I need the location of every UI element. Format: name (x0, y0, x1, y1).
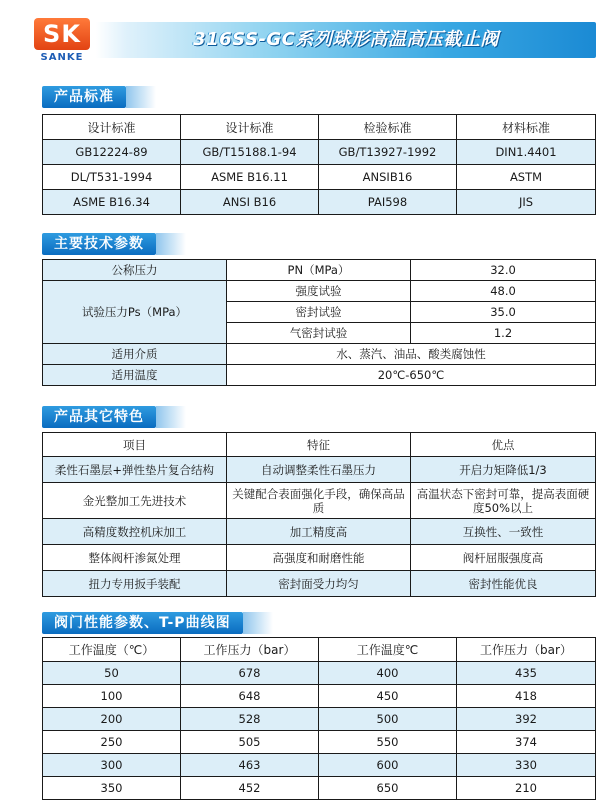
table-cell: 20℃-650℃ (227, 365, 596, 386)
table-cell: 505 (181, 731, 319, 754)
table-cell: PAI598 (319, 190, 457, 215)
table-row (43, 662, 596, 685)
header-cell: 特征 (227, 433, 411, 457)
table-cell: 高温状态下密封可靠，提高表面硬度50%以上 (411, 483, 596, 519)
table-row (43, 708, 596, 731)
table-row (43, 483, 596, 519)
header-cell: 工作温度℃ (319, 638, 457, 662)
table-cell: GB12224-89 (43, 140, 181, 165)
table-row (43, 519, 596, 545)
table-cell: 418 (457, 685, 596, 708)
section-heading-standards (42, 86, 156, 108)
table-cell: 463 (181, 754, 319, 777)
table-cell: 648 (181, 685, 319, 708)
section-title: 产品标准 (42, 86, 126, 108)
table-cell: 435 (457, 662, 596, 685)
table-cell: 密封面受力均匀 (227, 571, 411, 597)
header-cell: 工作压力（bar） (457, 638, 596, 662)
logo-mark: SK (34, 18, 90, 50)
table-cell: 1.2 (411, 323, 596, 344)
table-row (43, 365, 596, 386)
table-row (43, 457, 596, 483)
table-header-row (43, 638, 596, 662)
section-heading-tp (42, 612, 273, 634)
table-cell: 452 (181, 777, 319, 800)
header-cell: 材料标准 (457, 115, 596, 140)
heading-tail (156, 406, 186, 428)
table-row (43, 344, 596, 365)
table-cell: 适用介质 (43, 344, 227, 365)
section-heading-features (42, 406, 186, 428)
table-cell: 528 (181, 708, 319, 731)
table-cell: 600 (319, 754, 457, 777)
features-table (42, 432, 596, 597)
table-cell: GB/T13927-1992 (319, 140, 457, 165)
table-cell: DIN1.4401 (457, 140, 596, 165)
table-cell: 400 (319, 662, 457, 685)
table-cell: ASME B16.11 (181, 165, 319, 190)
table-cell: ASTM (457, 165, 596, 190)
table-cell: 互换性、一致性 (411, 519, 596, 545)
header-cell: 检验标准 (319, 115, 457, 140)
table-cell: 试验压力Ps（MPa） (43, 281, 227, 344)
header-cell: 优点 (411, 433, 596, 457)
table-cell: JIS (457, 190, 596, 215)
table-row (43, 754, 596, 777)
table-cell: 水、蒸汽、油品、酸类腐蚀性 (227, 344, 596, 365)
heading-tail (156, 233, 186, 255)
table-cell: 强度试验 (227, 281, 411, 302)
table-cell: 金光整加工先进技术 (43, 483, 227, 519)
table-cell: 330 (457, 754, 596, 777)
table-cell: 500 (319, 708, 457, 731)
table-cell: 374 (457, 731, 596, 754)
header-cell: 设计标准 (43, 115, 181, 140)
heading-tail (243, 612, 273, 634)
logo-subtitle: SANKE (40, 52, 84, 63)
table-cell: 35.0 (411, 302, 596, 323)
table-cell: 关键配合表面强化手段，确保高品质 (227, 483, 411, 519)
table-cell: ANSI B16 (181, 190, 319, 215)
table-cell: DL/T531-1994 (43, 165, 181, 190)
table-cell: 100 (43, 685, 181, 708)
table-cell: 开启力矩降低1/3 (411, 457, 596, 483)
table-row (43, 731, 596, 754)
page-title: 316SS-GC系列球形高温高压截止阀 (193, 29, 499, 50)
table-cell: 650 (319, 777, 457, 800)
table-cell: 高精度数控机床加工 (43, 519, 227, 545)
section-heading-params (42, 233, 186, 255)
table-cell: 550 (319, 731, 457, 754)
table-cell: 扭力专用扳手装配 (43, 571, 227, 597)
table-row (43, 165, 596, 190)
table-cell: 210 (457, 777, 596, 800)
table-cell: 50 (43, 662, 181, 685)
table-cell: 整体阀杆渗氮处理 (43, 545, 227, 571)
table-header-row (43, 115, 596, 140)
heading-tail (126, 86, 156, 108)
params-table (42, 259, 596, 386)
table-row (43, 571, 596, 597)
table-header-row (43, 433, 596, 457)
tp-table (42, 637, 596, 800)
table-row (43, 140, 596, 165)
table-cell: 32.0 (411, 260, 596, 281)
section-title: 阀门性能参数、T-P曲线图 (42, 612, 243, 634)
header-cell: 工作压力（bar） (181, 638, 319, 662)
header-cell: 工作温度（℃） (43, 638, 181, 662)
section-title: 主要技术参数 (42, 233, 156, 255)
table-cell: 392 (457, 708, 596, 731)
table-row (43, 281, 596, 302)
table-row (43, 777, 596, 800)
table-cell: 678 (181, 662, 319, 685)
table-cell: 350 (43, 777, 181, 800)
table-cell: ASME B16.34 (43, 190, 181, 215)
table-row (43, 545, 596, 571)
header-cell: 设计标准 (181, 115, 319, 140)
table-cell: 柔性石墨层+弹性垫片复合结构 (43, 457, 227, 483)
table-cell: 高强度和耐磨性能 (227, 545, 411, 571)
table-cell: 自动调整柔性石墨压力 (227, 457, 411, 483)
table-cell: 公称压力 (43, 260, 227, 281)
standards-table (42, 114, 596, 215)
table-cell: 300 (43, 754, 181, 777)
table-cell: GB/T15188.1-94 (181, 140, 319, 165)
table-cell: 48.0 (411, 281, 596, 302)
table-cell: 密封试验 (227, 302, 411, 323)
table-cell: ANSIB16 (319, 165, 457, 190)
table-cell: PN（MPa） (227, 260, 411, 281)
table-cell: 250 (43, 731, 181, 754)
table-row (43, 190, 596, 215)
table-cell: 适用温度 (43, 365, 227, 386)
table-row (43, 260, 596, 281)
table-cell: 阀杆屈服强度高 (411, 545, 596, 571)
section-title: 产品其它特色 (42, 406, 156, 428)
table-cell: 密封性能优良 (411, 571, 596, 597)
table-cell: 加工精度高 (227, 519, 411, 545)
table-cell: 450 (319, 685, 457, 708)
title-bar (96, 22, 596, 58)
table-cell: 气密封试验 (227, 323, 411, 344)
table-row (43, 685, 596, 708)
table-cell: 200 (43, 708, 181, 731)
header-cell: 项目 (43, 433, 227, 457)
